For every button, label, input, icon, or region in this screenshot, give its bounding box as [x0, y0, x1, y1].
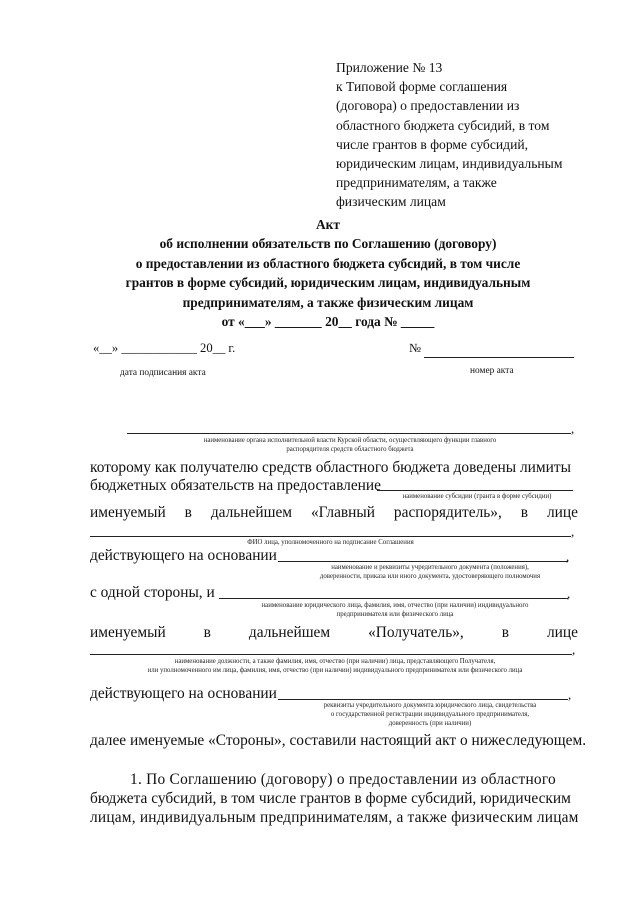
acting-basis-text-2: действующего на основании [90, 685, 277, 702]
appendix-line: предпринимателям, а также [336, 175, 497, 191]
recipient-name-comma: , [567, 586, 571, 601]
word: лице [546, 504, 578, 521]
title-date-line: от «___» _______ 20__ года № _____ [221, 314, 435, 330]
appendix-line: Приложение № 13 [336, 60, 443, 75]
caption-line: наименование и реквизиты учредительного документа (положения), [331, 564, 529, 571]
word: «Получатель», [368, 624, 464, 641]
word: «Главный [310, 504, 375, 521]
caption-line: реквизиты учредительного документа юридического лица, свидетельства [323, 702, 537, 709]
acting-basis-text: действующего на основании [90, 547, 277, 564]
title-word: Акт [316, 217, 340, 232]
caption-line: предпринимателя или физического лица [336, 611, 454, 618]
recipient-basis-caption [260, 701, 600, 728]
caption-line: доверенность (при наличии) [388, 720, 472, 727]
word: именуемый [90, 624, 166, 641]
appendix-line: юридическим лицам, индивидуальным [336, 156, 563, 172]
recipient-basis-line [278, 699, 568, 700]
signing-date-field: «__» ____________ 20__ г. [93, 341, 236, 355]
act-number-caption: номер акта [470, 366, 514, 376]
appendix-line: (договора) о предоставлении из [336, 98, 520, 114]
paragraph-1-line: бюджета субсидий, в том числе грантов в форме субсидий, юридическим [90, 790, 571, 807]
authority-caption [100, 436, 600, 454]
subsidy-name-caption: наименование субсидии (гранта в форме субсидии) [402, 493, 552, 500]
title-line: об исполнении обязательств по Соглашению (договору) [159, 236, 497, 252]
paragraph-text: 1. По Соглашению (договору) о предоставлении из областного [130, 771, 556, 788]
official-name-caption: ФИО лица, уполномоченного на подписание Соглашения [247, 539, 414, 546]
appendix-line: числе грантов в форме субсидий, [336, 136, 529, 152]
basis-document-line [278, 561, 568, 562]
paragraph-1-line: лицам, индивидуальным предпринимателям, а также физическим лицам [90, 809, 579, 826]
word: в [501, 624, 510, 641]
number-sign: № [409, 341, 422, 355]
subsidy-name-line [377, 490, 573, 491]
act-number-line [424, 357, 574, 358]
basis-document-comma: , [566, 549, 570, 564]
word: дальнейшем [248, 624, 331, 641]
title-line: о предоставлении из областного бюджета субсидий, в том числе [135, 255, 521, 271]
authority-caption-line: распорядителя средств областного бюджета [286, 446, 414, 453]
caption-line: наименование должности, а также фамилия, имя, отчество (при наличии) лица, представляющего Получателя, [174, 658, 496, 665]
parties-text: далее именуемые «Стороны», составили настоящий акт о нижеследующем. [90, 732, 587, 749]
recipient-representative-caption [60, 657, 610, 675]
word: лице [546, 624, 578, 641]
recipient-basis-comma: , [568, 687, 572, 702]
appendix-line: физическим лицам [336, 194, 446, 210]
authority-line [127, 433, 571, 434]
recipient-text-line: которому как получателю средств областного бюджета доведены лимиты [90, 459, 571, 476]
signing-date-caption: дата подписания акта [120, 368, 206, 378]
basis-document-caption [270, 563, 590, 581]
authority-caption-line: наименование органа исполнительной власти Курской области, осуществляющего функции главного [203, 437, 497, 444]
appendix-line: областного бюджета субсидий, в том [336, 117, 550, 133]
recipient-representative-line [90, 654, 572, 655]
official-name-comma: , [571, 524, 575, 539]
title-line: грантов в форме субсидий, юридическим лицам, индивидуальным [125, 275, 531, 291]
named-main-row [90, 504, 578, 522]
title-line: предпринимателям, а также физическим лицам [182, 294, 474, 310]
caption-line: доверенности, приказа или иного документа, удостоверяющего полномочия [319, 573, 541, 580]
recipient-name-line [219, 598, 568, 599]
recipient-text-line: бюджетных обязательств на предоставление [90, 477, 381, 494]
appendix-line: к Типовой форме соглашения [336, 79, 508, 95]
paragraph-1-line [90, 770, 578, 790]
one-side-text: с одной стороны, и [90, 584, 215, 601]
document-title [60, 215, 596, 331]
word: распорядитель», [393, 504, 502, 521]
word: именуемый [90, 504, 166, 521]
word: в [203, 624, 211, 641]
caption-line: наименование юридического лица, фамилия, имя, отчество (при наличии) индивидуального [261, 602, 529, 609]
word: дальнейшем [210, 504, 293, 521]
caption-line: о государственной регистрации индивидуального предпринимателя, [330, 711, 530, 718]
official-name-line [90, 536, 571, 537]
named-recipient-row [90, 624, 578, 642]
caption-line: или уполномоченного им лица, фамилия, имя, отчество (при наличии) индивидуального предпринимателя или физического лица [147, 667, 523, 674]
authority-comma: , [571, 421, 575, 436]
word: в [184, 504, 192, 521]
appendix-block [336, 58, 626, 212]
recipient-name-caption [200, 601, 590, 619]
word: в [520, 504, 529, 521]
recipient-representative-comma: , [572, 642, 576, 657]
